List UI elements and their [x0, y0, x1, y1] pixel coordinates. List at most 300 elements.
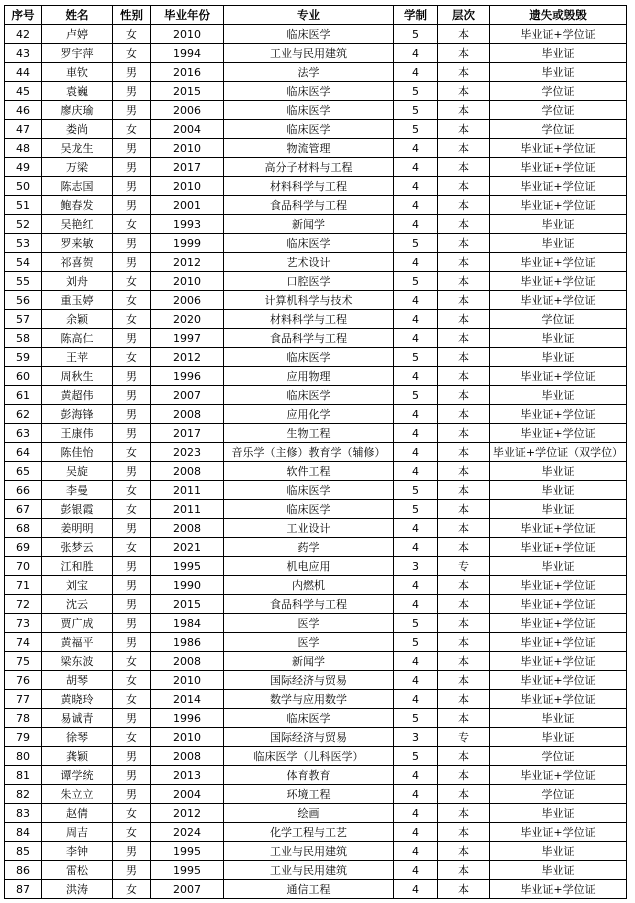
cell-gender: 女: [113, 652, 151, 671]
cell-serial-number: 69: [5, 538, 42, 557]
cell-serial-number: 54: [5, 253, 42, 272]
cell-degree-level: 专: [438, 557, 490, 576]
cell-major: 体育教育: [224, 766, 394, 785]
cell-serial-number: 55: [5, 272, 42, 291]
cell-name: 陈佳怡: [42, 443, 113, 462]
cell-graduation-year: 2004: [151, 785, 224, 804]
cell-lost-or-damaged: 毕业证: [490, 709, 627, 728]
cell-name: 胡琴: [42, 671, 113, 690]
cell-major: 生物工程: [224, 424, 394, 443]
cell-gender: 女: [113, 44, 151, 63]
cell-graduation-year: 2008: [151, 747, 224, 766]
cell-lost-or-damaged: 毕业证+学位证: [490, 823, 627, 842]
cell-major: 临床医学（儿科医学）: [224, 747, 394, 766]
cell-name: 罗宇萍: [42, 44, 113, 63]
table-row: [5, 386, 627, 405]
cell-program-years: 5: [394, 747, 438, 766]
cell-lost-or-damaged: 学位证: [490, 785, 627, 804]
cell-name: 梁东波: [42, 652, 113, 671]
cell-serial-number: 65: [5, 462, 42, 481]
cell-lost-or-damaged: 毕业证+学位证: [490, 253, 627, 272]
cell-graduation-year: 2021: [151, 538, 224, 557]
cell-lost-or-damaged: 毕业证+学位证: [490, 880, 627, 899]
table-row: [5, 861, 627, 880]
table-row: [5, 44, 627, 63]
cell-degree-level: 本: [438, 443, 490, 462]
table-row: [5, 576, 627, 595]
cell-program-years: 4: [394, 253, 438, 272]
cell-gender: 女: [113, 443, 151, 462]
cell-program-years: 4: [394, 804, 438, 823]
cell-lost-or-damaged: 毕业证: [490, 348, 627, 367]
cell-lost-or-damaged: 毕业证+学位证: [490, 25, 627, 44]
cell-lost-or-damaged: 毕业证+学位证: [490, 424, 627, 443]
cell-lost-or-damaged: 毕业证+学位证: [490, 576, 627, 595]
cell-graduation-year: 1995: [151, 557, 224, 576]
cell-graduation-year: 2011: [151, 481, 224, 500]
cell-gender: 女: [113, 215, 151, 234]
cell-graduation-year: 1990: [151, 576, 224, 595]
cell-lost-or-damaged: 毕业证+学位证: [490, 595, 627, 614]
cell-serial-number: 51: [5, 196, 42, 215]
cell-gender: 男: [113, 614, 151, 633]
cell-major: 材料科学与工程: [224, 177, 394, 196]
cell-graduation-year: 2010: [151, 139, 224, 158]
cell-graduation-year: 2011: [151, 500, 224, 519]
cell-major: 工业与民用建筑: [224, 842, 394, 861]
cell-program-years: 5: [394, 614, 438, 633]
cell-gender: 男: [113, 557, 151, 576]
cell-graduation-year: 1995: [151, 842, 224, 861]
cell-program-years: 5: [394, 709, 438, 728]
cell-gender: 男: [113, 367, 151, 386]
cell-major: 通信工程: [224, 880, 394, 899]
cell-serial-number: 43: [5, 44, 42, 63]
cell-lost-or-damaged: 毕业证+学位证: [490, 272, 627, 291]
cell-graduation-year: 2008: [151, 462, 224, 481]
cell-major: 食品科学与工程: [224, 595, 394, 614]
cell-program-years: 5: [394, 101, 438, 120]
cell-name: 陈高仁: [42, 329, 113, 348]
cell-name: 王康伟: [42, 424, 113, 443]
cell-major: 应用化学: [224, 405, 394, 424]
header-gender: 性别: [113, 6, 151, 25]
cell-name: 廖庆瑜: [42, 101, 113, 120]
cell-major: 临床医学: [224, 348, 394, 367]
header-serial-number: 序号: [5, 6, 42, 25]
cell-serial-number: 46: [5, 101, 42, 120]
cell-major: 机电应用: [224, 557, 394, 576]
cell-gender: 男: [113, 253, 151, 272]
cell-serial-number: 81: [5, 766, 42, 785]
header-graduation-year: 毕业年份: [151, 6, 224, 25]
cell-program-years: 4: [394, 785, 438, 804]
cell-degree-level: 本: [438, 139, 490, 158]
cell-serial-number: 79: [5, 728, 42, 747]
cell-serial-number: 75: [5, 652, 42, 671]
cell-major: 医学: [224, 633, 394, 652]
cell-serial-number: 82: [5, 785, 42, 804]
cell-program-years: 4: [394, 462, 438, 481]
cell-major: 应用物理: [224, 367, 394, 386]
cell-program-years: 4: [394, 823, 438, 842]
cell-degree-level: 本: [438, 861, 490, 880]
cell-graduation-year: 2010: [151, 272, 224, 291]
header-program-years: 学制: [394, 6, 438, 25]
cell-program-years: 5: [394, 633, 438, 652]
cell-gender: 女: [113, 291, 151, 310]
cell-lost-or-damaged: 毕业证: [490, 63, 627, 82]
cell-program-years: 4: [394, 63, 438, 82]
cell-graduation-year: 1984: [151, 614, 224, 633]
cell-serial-number: 64: [5, 443, 42, 462]
cell-lost-or-damaged: 毕业证+学位证: [490, 690, 627, 709]
cell-serial-number: 77: [5, 690, 42, 709]
cell-degree-level: 本: [438, 690, 490, 709]
cell-program-years: 5: [394, 348, 438, 367]
cell-lost-or-damaged: 毕业证: [490, 481, 627, 500]
cell-program-years: 4: [394, 690, 438, 709]
table-row: [5, 652, 627, 671]
table-row: [5, 215, 627, 234]
cell-name: 江和胜: [42, 557, 113, 576]
cell-gender: 男: [113, 101, 151, 120]
cell-serial-number: 70: [5, 557, 42, 576]
cell-degree-level: 本: [438, 595, 490, 614]
cell-major: 临床医学: [224, 101, 394, 120]
cell-degree-level: 本: [438, 196, 490, 215]
cell-program-years: 4: [394, 538, 438, 557]
cell-name: 彭海锋: [42, 405, 113, 424]
cell-name: 姜明明: [42, 519, 113, 538]
cell-name: 黄福平: [42, 633, 113, 652]
cell-major: 临床医学: [224, 234, 394, 253]
cell-degree-level: 本: [438, 576, 490, 595]
cell-degree-level: 本: [438, 44, 490, 63]
table-row: [5, 139, 627, 158]
cell-graduation-year: 2007: [151, 386, 224, 405]
cell-program-years: 4: [394, 766, 438, 785]
table-body: [5, 25, 627, 899]
cell-gender: 女: [113, 538, 151, 557]
cell-graduation-year: 1999: [151, 234, 224, 253]
cell-degree-level: 本: [438, 310, 490, 329]
cell-name: 龚颖: [42, 747, 113, 766]
cell-name: 吴龙生: [42, 139, 113, 158]
cell-degree-level: 本: [438, 652, 490, 671]
cell-lost-or-damaged: 毕业证+学位证: [490, 139, 627, 158]
table-row: [5, 405, 627, 424]
cell-graduation-year: 1996: [151, 367, 224, 386]
cell-lost-or-damaged: 毕业证: [490, 728, 627, 747]
cell-graduation-year: 2017: [151, 158, 224, 177]
cell-name: 徐琴: [42, 728, 113, 747]
cell-serial-number: 45: [5, 82, 42, 101]
table-row: [5, 82, 627, 101]
cell-serial-number: 85: [5, 842, 42, 861]
cell-gender: 男: [113, 519, 151, 538]
header-name: 姓名: [42, 6, 113, 25]
cell-name: 卢婷: [42, 25, 113, 44]
cell-major: 艺术设计: [224, 253, 394, 272]
cell-gender: 男: [113, 842, 151, 861]
cell-degree-level: 本: [438, 367, 490, 386]
table-row: [5, 329, 627, 348]
cell-lost-or-damaged: 毕业证+学位证: [490, 291, 627, 310]
cell-lost-or-damaged: 毕业证+学位证（双学位）: [490, 443, 627, 462]
cell-program-years: 4: [394, 405, 438, 424]
cell-program-years: 5: [394, 386, 438, 405]
table-row: [5, 424, 627, 443]
cell-serial-number: 83: [5, 804, 42, 823]
cell-major: 临床医学: [224, 120, 394, 139]
table-row: [5, 25, 627, 44]
table-row: [5, 842, 627, 861]
cell-gender: 女: [113, 500, 151, 519]
cell-graduation-year: 1995: [151, 861, 224, 880]
cell-major: 环境工程: [224, 785, 394, 804]
cell-major: 新闻学: [224, 215, 394, 234]
cell-serial-number: 66: [5, 481, 42, 500]
cell-graduation-year: 1986: [151, 633, 224, 652]
cell-name: 袁巍: [42, 82, 113, 101]
cell-serial-number: 58: [5, 329, 42, 348]
cell-lost-or-damaged: 毕业证+学位证: [490, 177, 627, 196]
cell-gender: 女: [113, 481, 151, 500]
cell-program-years: 4: [394, 215, 438, 234]
table-row: [5, 462, 627, 481]
cell-degree-level: 本: [438, 633, 490, 652]
cell-gender: 男: [113, 766, 151, 785]
cell-gender: 男: [113, 709, 151, 728]
cell-serial-number: 78: [5, 709, 42, 728]
cell-graduation-year: 2015: [151, 595, 224, 614]
table-row: [5, 158, 627, 177]
cell-gender: 男: [113, 82, 151, 101]
cell-major: 数学与应用数学: [224, 690, 394, 709]
cell-serial-number: 71: [5, 576, 42, 595]
cell-lost-or-damaged: 毕业证: [490, 44, 627, 63]
cell-graduation-year: 2012: [151, 348, 224, 367]
cell-name: 朱立立: [42, 785, 113, 804]
table-row: [5, 196, 627, 215]
cell-degree-level: 本: [438, 158, 490, 177]
cell-serial-number: 42: [5, 25, 42, 44]
lost-certificates-table: [4, 5, 627, 899]
cell-gender: 男: [113, 405, 151, 424]
cell-serial-number: 76: [5, 671, 42, 690]
cell-program-years: 4: [394, 139, 438, 158]
cell-lost-or-damaged: 毕业证+学位证: [490, 614, 627, 633]
cell-graduation-year: 2001: [151, 196, 224, 215]
cell-major: 法学: [224, 63, 394, 82]
cell-lost-or-damaged: 毕业证+学位证: [490, 196, 627, 215]
cell-program-years: 4: [394, 880, 438, 899]
cell-program-years: 4: [394, 329, 438, 348]
cell-program-years: 4: [394, 310, 438, 329]
cell-gender: 女: [113, 348, 151, 367]
cell-name: 吴艳红: [42, 215, 113, 234]
cell-serial-number: 72: [5, 595, 42, 614]
cell-degree-level: 本: [438, 63, 490, 82]
cell-serial-number: 49: [5, 158, 42, 177]
table-row: [5, 348, 627, 367]
cell-serial-number: 44: [5, 63, 42, 82]
cell-degree-level: 本: [438, 234, 490, 253]
cell-degree-level: 本: [438, 880, 490, 899]
cell-name: 王苹: [42, 348, 113, 367]
cell-program-years: 5: [394, 481, 438, 500]
cell-degree-level: 本: [438, 614, 490, 633]
cell-serial-number: 61: [5, 386, 42, 405]
cell-name: 祁喜贺: [42, 253, 113, 272]
cell-program-years: 4: [394, 177, 438, 196]
cell-name: 万梁: [42, 158, 113, 177]
cell-graduation-year: 1993: [151, 215, 224, 234]
cell-major: 新闻学: [224, 652, 394, 671]
cell-graduation-year: 1996: [151, 709, 224, 728]
cell-serial-number: 86: [5, 861, 42, 880]
cell-degree-level: 本: [438, 25, 490, 44]
cell-program-years: 4: [394, 519, 438, 538]
table-row: [5, 63, 627, 82]
cell-degree-level: 本: [438, 177, 490, 196]
cell-lost-or-damaged: 毕业证: [490, 500, 627, 519]
cell-program-years: 4: [394, 576, 438, 595]
cell-graduation-year: 2017: [151, 424, 224, 443]
table-row: [5, 310, 627, 329]
cell-name: 車钦: [42, 63, 113, 82]
cell-lost-or-damaged: 毕业证: [490, 215, 627, 234]
cell-graduation-year: 2010: [151, 177, 224, 196]
cell-graduation-year: 2010: [151, 671, 224, 690]
cell-name: 罗来敏: [42, 234, 113, 253]
cell-graduation-year: 2004: [151, 120, 224, 139]
table-row: [5, 177, 627, 196]
cell-graduation-year: 2006: [151, 101, 224, 120]
cell-gender: 女: [113, 690, 151, 709]
cell-gender: 男: [113, 329, 151, 348]
cell-degree-level: 本: [438, 291, 490, 310]
cell-lost-or-damaged: 学位证: [490, 101, 627, 120]
cell-lost-or-damaged: 毕业证: [490, 462, 627, 481]
cell-name: 周吉: [42, 823, 113, 842]
cell-gender: 女: [113, 272, 151, 291]
cell-gender: 女: [113, 823, 151, 842]
cell-lost-or-damaged: 毕业证: [490, 842, 627, 861]
cell-program-years: 4: [394, 424, 438, 443]
cell-degree-level: 本: [438, 101, 490, 120]
cell-gender: 男: [113, 177, 151, 196]
cell-gender: 女: [113, 880, 151, 899]
cell-serial-number: 50: [5, 177, 42, 196]
cell-lost-or-damaged: 毕业证: [490, 329, 627, 348]
cell-lost-or-damaged: 毕业证+学位证: [490, 766, 627, 785]
cell-gender: 女: [113, 804, 151, 823]
cell-program-years: 5: [394, 500, 438, 519]
cell-lost-or-damaged: 毕业证: [490, 557, 627, 576]
cell-major: 绘画: [224, 804, 394, 823]
table-row: [5, 709, 627, 728]
table-row: [5, 120, 627, 139]
cell-graduation-year: 2020: [151, 310, 224, 329]
cell-degree-level: 本: [438, 804, 490, 823]
table-row: [5, 671, 627, 690]
cell-degree-level: 本: [438, 785, 490, 804]
cell-name: 张梦云: [42, 538, 113, 557]
cell-name: 李曼: [42, 481, 113, 500]
table-row: [5, 253, 627, 272]
cell-program-years: 4: [394, 443, 438, 462]
cell-degree-level: 本: [438, 709, 490, 728]
cell-major: 国际经济与贸易: [224, 671, 394, 690]
cell-serial-number: 53: [5, 234, 42, 253]
cell-name: 刘舟: [42, 272, 113, 291]
table-row: [5, 614, 627, 633]
cell-lost-or-damaged: 毕业证: [490, 861, 627, 880]
table-row: [5, 500, 627, 519]
cell-major: 临床医学: [224, 481, 394, 500]
table-row: [5, 443, 627, 462]
cell-major: 食品科学与工程: [224, 196, 394, 215]
cell-gender: 男: [113, 424, 151, 443]
cell-degree-level: 本: [438, 538, 490, 557]
table-row: [5, 481, 627, 500]
cell-degree-level: 本: [438, 842, 490, 861]
cell-name: 黄晓玲: [42, 690, 113, 709]
cell-graduation-year: 2016: [151, 63, 224, 82]
cell-gender: 女: [113, 120, 151, 139]
header-major: 专业: [224, 6, 394, 25]
cell-program-years: 5: [394, 272, 438, 291]
cell-gender: 男: [113, 747, 151, 766]
cell-lost-or-damaged: 毕业证: [490, 804, 627, 823]
cell-name: 洪涛: [42, 880, 113, 899]
cell-major: 临床医学: [224, 500, 394, 519]
cell-lost-or-damaged: 学位证: [490, 82, 627, 101]
table-row: [5, 272, 627, 291]
cell-name: 沈云: [42, 595, 113, 614]
cell-serial-number: 73: [5, 614, 42, 633]
cell-degree-level: 本: [438, 215, 490, 234]
cell-gender: 男: [113, 158, 151, 177]
table-row: [5, 557, 627, 576]
cell-lost-or-damaged: 学位证: [490, 747, 627, 766]
cell-gender: 男: [113, 861, 151, 880]
cell-degree-level: 本: [438, 747, 490, 766]
cell-major: 食品科学与工程: [224, 329, 394, 348]
cell-major: 药学: [224, 538, 394, 557]
cell-degree-level: 专: [438, 728, 490, 747]
table-row: [5, 823, 627, 842]
cell-gender: 男: [113, 595, 151, 614]
cell-serial-number: 59: [5, 348, 42, 367]
cell-lost-or-damaged: 毕业证+学位证: [490, 652, 627, 671]
cell-lost-or-damaged: 毕业证: [490, 386, 627, 405]
cell-major: 临床医学: [224, 709, 394, 728]
cell-serial-number: 80: [5, 747, 42, 766]
cell-serial-number: 48: [5, 139, 42, 158]
cell-lost-or-damaged: 毕业证+学位证: [490, 538, 627, 557]
cell-gender: 男: [113, 576, 151, 595]
cell-gender: 男: [113, 633, 151, 652]
table-header-row: [5, 6, 627, 25]
header-degree-level: 层次: [438, 6, 490, 25]
cell-program-years: 4: [394, 842, 438, 861]
cell-lost-or-damaged: 毕业证+学位证: [490, 671, 627, 690]
table-row: [5, 804, 627, 823]
cell-major: 计算机科学与技术: [224, 291, 394, 310]
